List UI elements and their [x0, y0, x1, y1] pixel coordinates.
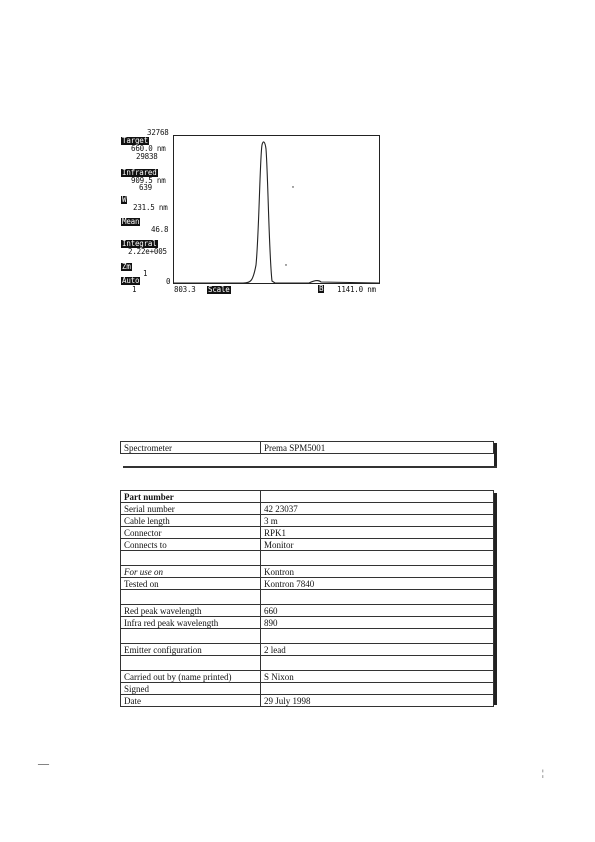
row-value: 2 lead: [261, 644, 494, 656]
row-value: [261, 551, 494, 566]
mark2: Auto: [122, 276, 140, 285]
footer-right-mark: ¦: [542, 768, 544, 778]
row-value: [261, 629, 494, 644]
row-value: Monitor: [261, 539, 494, 551]
x-start-label: 803.3: [174, 285, 196, 294]
row-key: Red peak wavelength: [121, 605, 261, 617]
table-row: [121, 695, 494, 707]
table-row: [121, 515, 494, 527]
row-key: [121, 590, 261, 605]
field2-value: 909.5 nm: [131, 176, 166, 185]
table-row: [121, 644, 494, 656]
field5-value: 2.22e+005: [128, 247, 167, 256]
table-row: [121, 539, 494, 551]
row-key: Infra red peak wavelength: [121, 617, 261, 629]
row-key: Emitter configuration: [121, 644, 261, 656]
row-value: Kontron: [261, 566, 494, 578]
field5-tag: Integral: [122, 239, 157, 248]
small-mark: 1: [143, 269, 148, 278]
row-value: 660: [261, 605, 494, 617]
field1-tag: Target: [122, 136, 148, 145]
table-shadow: [494, 493, 497, 705]
table-shadow-bottom: [123, 466, 497, 468]
test-record-table: [120, 490, 494, 707]
row-value: [261, 590, 494, 605]
x-tag-right: B: [319, 284, 324, 293]
row-key: Part number: [121, 491, 261, 503]
row-key: [121, 629, 261, 644]
table-row: [121, 527, 494, 539]
row-key: [121, 551, 261, 566]
row-value: [261, 683, 494, 695]
row-value: S Nixon: [261, 671, 494, 683]
table-row: [121, 629, 494, 644]
mark1: Zm: [122, 262, 131, 271]
table-row: [121, 551, 494, 566]
spectrometer-value: Prema SPM5001: [261, 442, 494, 454]
row-key: Connects to: [121, 539, 261, 551]
row-key: For use on: [121, 566, 261, 578]
row-value: [261, 656, 494, 671]
footer-left-mark: —: [38, 758, 49, 770]
field2-sub: 639: [139, 183, 152, 192]
table-row: [121, 566, 494, 578]
row-value: [261, 491, 494, 503]
field4-tag: Mean: [122, 217, 140, 226]
table-row: [121, 605, 494, 617]
table-row: [121, 442, 494, 454]
spectrum-curve: [173, 135, 380, 284]
y-max-label: 32768: [147, 128, 169, 137]
table-row: [121, 503, 494, 515]
row-key: Carried out by (name printed): [121, 671, 261, 683]
field1-value: 660.0 nm: [131, 144, 166, 153]
row-key: Tested on: [121, 578, 261, 590]
table-row: [121, 578, 494, 590]
row-value: 29 July 1998: [261, 695, 494, 707]
table-row: [121, 683, 494, 695]
row-key: Signed: [121, 683, 261, 695]
row-value: Kontron 7840: [261, 578, 494, 590]
x-scale-tag: Scale: [208, 285, 230, 294]
table-row: [121, 590, 494, 605]
table-row: [121, 671, 494, 683]
row-value: 3 m: [261, 515, 494, 527]
table-shadow: [494, 443, 497, 468]
row-value: 42 23037: [261, 503, 494, 515]
field4-value: 46.8: [151, 225, 169, 234]
row-key: Serial number: [121, 503, 261, 515]
field2-tag: Infrared: [122, 168, 157, 177]
table-row: [121, 491, 494, 503]
field3-tag: W: [122, 195, 127, 204]
y-zero-label: 0: [166, 277, 171, 286]
y-mid-label: 29838: [136, 152, 158, 161]
row-key: Date: [121, 695, 261, 707]
field3-value: 231.5 nm: [133, 203, 168, 212]
spectrometer-table: [120, 441, 494, 454]
x-end-label: 1141.0 nm: [337, 285, 376, 294]
row-value: 890: [261, 617, 494, 629]
row-value: RPK1: [261, 527, 494, 539]
spectrometer-key: Spectrometer: [121, 442, 261, 454]
row-key: [121, 656, 261, 671]
table-row: [121, 617, 494, 629]
x-left-mark: 1: [132, 285, 137, 294]
row-key: Connector: [121, 527, 261, 539]
table-row: [121, 656, 494, 671]
row-key: Cable length: [121, 515, 261, 527]
